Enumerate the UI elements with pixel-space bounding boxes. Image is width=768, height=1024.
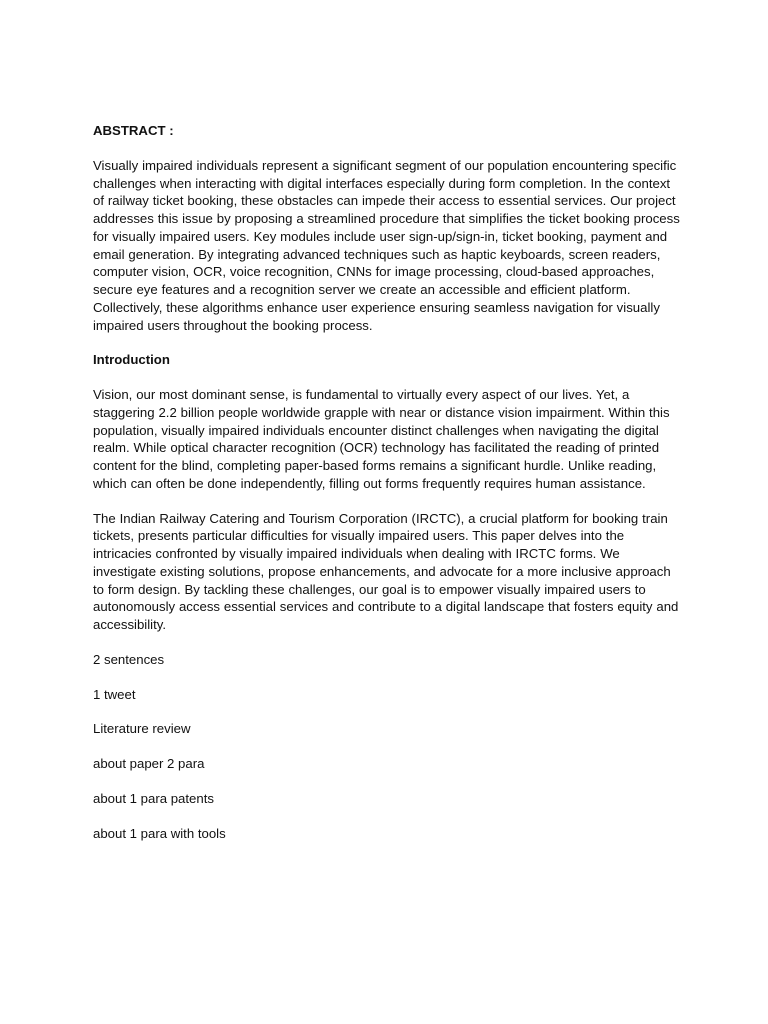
abstract-heading: ABSTRACT : bbox=[93, 123, 174, 138]
introduction-paragraph-1: Vision, our most dominant sense, is fundamental to virtually every aspect of our lives. Yet, a staggering 2.2 billion people worldwide grapple with near or distance vision impairment. Within this population, visually impaired individuals encounter distinct challenges when navigating the digital realm. While optical character recognition (OCR) technology has facilitated the reading of printed content for the blind, completing paper-based forms remains a significant hurdle. Unlike reading, which can often be done independently, filling out forms frequently requires human assistance. bbox=[93, 387, 670, 491]
introduction-paragraph-2: The Indian Railway Catering and Tourism Corporation (IRCTC), a crucial platform for booking train tickets, presents particular difficulties for visually impaired users. This paper delves into the intricacies confronted by visually impaired individuals when dealing with IRCTC forms. We investigate existing solutions, propose enhancements, and advocate for a more inclusive approach to form design. By tackling these challenges, our goal is to empower visually impaired users to autonomously access essential services and contribute to a digital landscape that fosters equity and accessibility. bbox=[93, 510, 679, 632]
note-line: 1 tweet bbox=[93, 686, 136, 702]
document-page bbox=[93, 122, 683, 859]
note-line: 2 sentences bbox=[93, 651, 165, 667]
introduction-heading: Introduction bbox=[93, 352, 170, 368]
note-line: about paper 2 para bbox=[93, 756, 205, 771]
note-line: about 1 para with tools bbox=[93, 825, 226, 841]
note-line: Literature review bbox=[93, 721, 191, 737]
abstract-paragraph: Visually impaired individuals represent a significant segment of our population encountering specific challenges when interacting with digital interfaces especially during form completion. In the context of railway ticket booking, these obstacles can impede their access to essential services. Our project addresses this issue by proposing a streamlined procedure that simplifies the ticket booking process for visually impaired users. Key modules include user sign-up/sign-in, ticket booking, payment and email generation. By integrating advanced techniques such as haptic keyboards, screen readers, computer vision, OCR, voice recognition, CNNs for image processing, cloud-based approaches, secure eye features and a recognition server we create an accessible and efficient platform. Collectively, these algorithms enhance user experience ensuring seamless navigation for visually impaired users throughout the booking process. bbox=[93, 157, 680, 333]
note-line: about 1 para patents bbox=[93, 790, 214, 806]
